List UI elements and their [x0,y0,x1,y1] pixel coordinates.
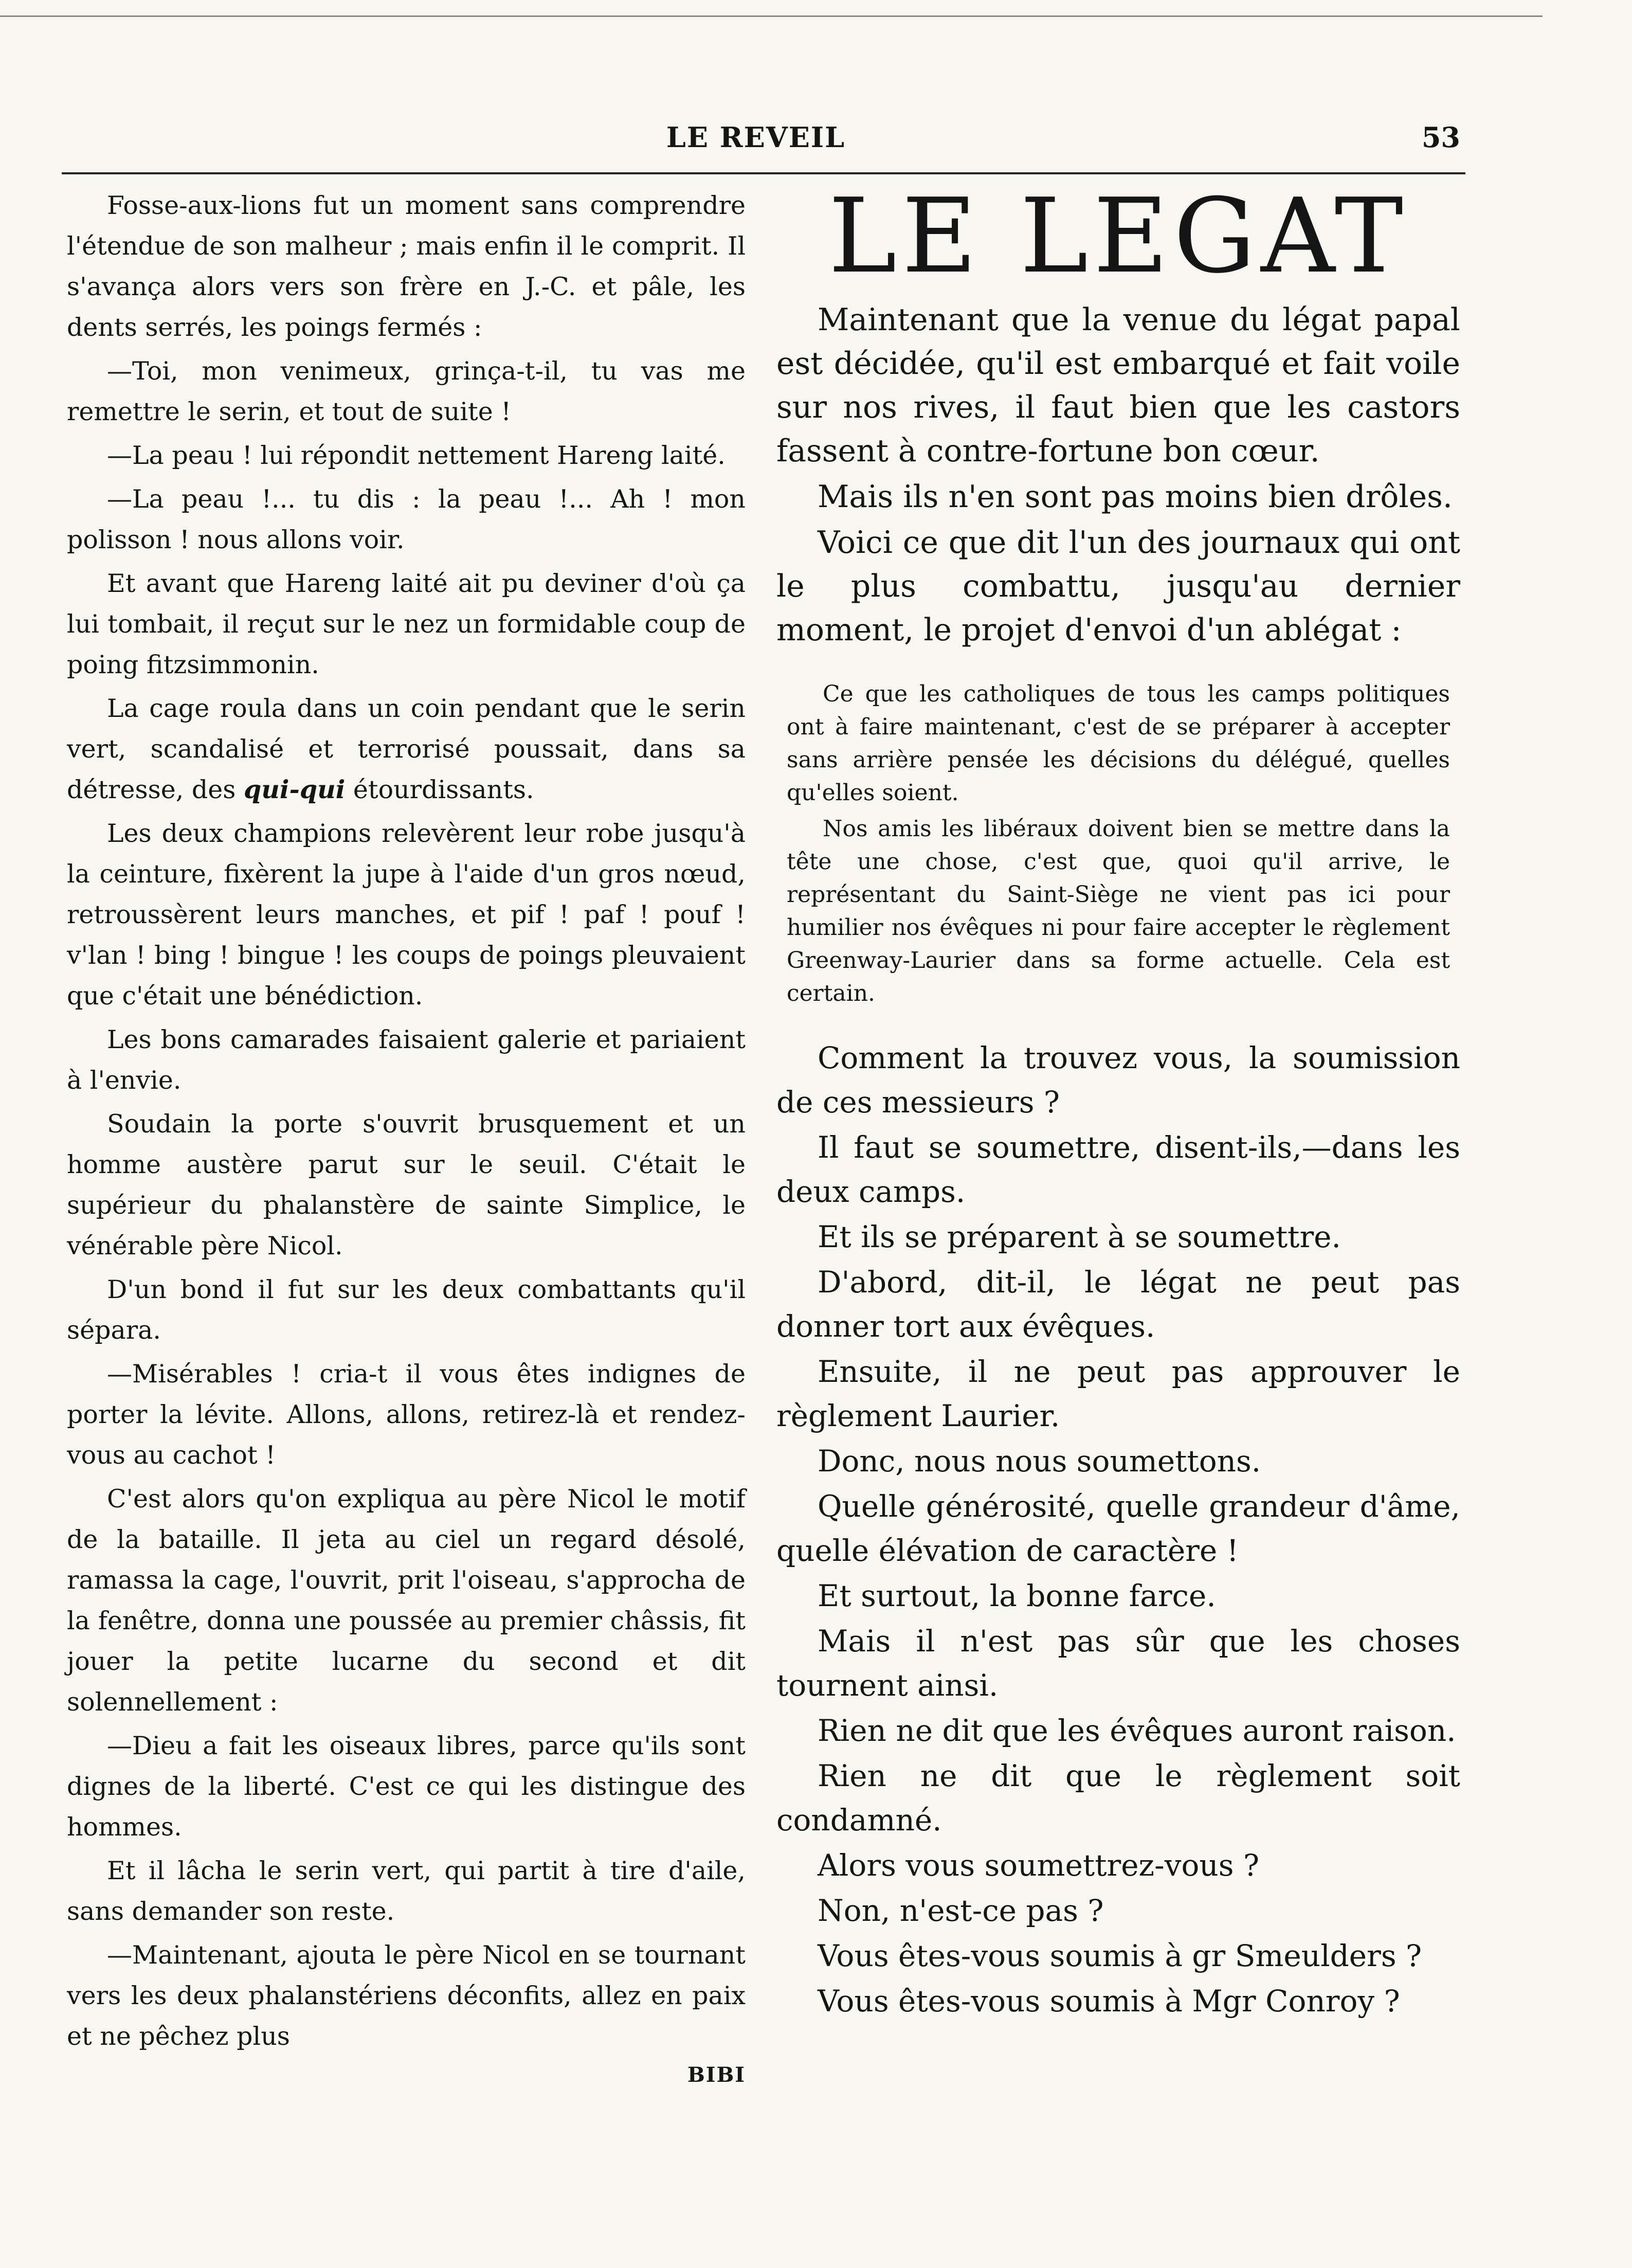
left-paragraph: Fosse-aux-lions fut un moment sans comprendre l'étendue de son malheur ; mais enfin il le comprit. Il s'avança alors vers son frère en J.-C. et pâle, les dents serrés, les poings fermés : [67,191,746,342]
quoted-excerpt [787,678,1450,1010]
italic-phrase: qui-qui [244,775,346,804]
article-headline: LE LEGAT [828,176,1408,296]
newspaper-title: LE REVEIL [666,121,846,154]
body-paragraph: Ensuite, il ne peut pas approuver le règlement Laurier. [776,1354,1460,1433]
intro-paragraph: Mais ils n'en sont pas moins bien drôles. [818,479,1453,515]
body-paragraph: Comment la trouvez vous, la soumission de ces messieurs ? [776,1040,1460,1120]
body-paragraph: Alors vous soumettrez-vous ? [818,1848,1260,1883]
left-paragraph: Soudain la porte s'ouvrit brusquement et un homme austère parut sur le seuil. C'était le supérieur du phalanstère de sainte Simplice, le vénérable père Nicol. [67,1109,746,1261]
header-rule [62,172,1465,174]
quote-paragraph: Ce que les catholiques de tous les camps politiques ont à faire maintenant, c'est de se préparer à accepter sans arrière pensée les décisions du délégué, quelles qu'elles soient. [787,681,1450,806]
left-paragraph-with-italic [67,688,746,810]
left-paragraph-tail: étourdissants. [345,775,534,804]
author-signature: BIBI [687,2063,746,2087]
left-paragraph: —Toi, mon venimeux, grinça-t-il, tu vas me remettre le serin, et tout de suite ! [67,356,746,426]
page-number: 53 [1421,121,1460,154]
body-paragraph: D'abord, dit-il, le légat ne peut pas donner tort aux évêques. [776,1265,1460,1344]
left-paragraph: —Dieu a fait les oiseaux libres, parce qu'ils sont dignes de la liberté. C'est ce qui les distingue des hommes. [67,1731,746,1842]
body-paragraph: Donc, nous nous soumettons. [818,1444,1261,1479]
left-paragraph: —Misérables ! cria-t il vous êtes indignes de porter la lévite. Allons, allons, retirez-là et rendez-vous au cachot ! [67,1359,746,1470]
left-paragraph: —Maintenant, ajouta le père Nicol en se tournant vers les deux phalanstériens déconfits, allez en paix et ne pêchez plus [67,1940,746,2051]
left-paragraph: Les bons camarades faisaient galerie et pariaient à l'envie. [67,1025,746,1095]
body-paragraph: Rien ne dit que les évêques auront raison. [818,1713,1456,1748]
intro-paragraph: Maintenant que la venue du légat papal est décidée, qu'il est embarqué et fait voile sur nos rives, il faut bien que les castors fassent à contre-fortune bon cœur. [776,302,1460,469]
top-edge-rule [0,15,1543,17]
body-paragraph: Quelle générosité, quelle grandeur d'âme, quelle élévation de caractère ! [776,1489,1460,1568]
intro-paragraph: Voici ce que dit l'un des journaux qui ont le plus combattu, jusqu'au dernier moment, le projet d'envoi d'un ablégat : [776,525,1460,648]
body-paragraph: Vous êtes-vous soumis à Mgr Conroy ? [818,1984,1400,2019]
body-paragraph: Vous êtes-vous soumis à gr Smeulders ? [818,1938,1422,1973]
article-intro [776,298,1460,652]
left-paragraph: Et il lâcha le serin vert, qui partit à tire d'aile, sans demander son reste. [67,1856,746,1926]
left-paragraph: Et avant que Hareng laité ait pu deviner d'où ça lui tombait, il reçut sur le nez un formidable coup de poing fitzsimmonin. [67,569,746,679]
body-paragraph: Mais il n'est pas sûr que les choses tournent ainsi. [776,1624,1460,1703]
page-header [51,121,1460,157]
left-paragraph: C'est alors qu'on expliqua au père Nicol le motif de la bataille. Il jeta au ciel un regard désolé, ramassa la cage, l'ouvrit, prit l'oiseau, s'approcha de la fenêtre, donna une poussée au premier châssis, fit jouer la petite lucarne du second et dit solennellement : [67,1484,746,1717]
article-body [776,1036,1460,2023]
body-paragraph: Non, n'est-ce pas ? [818,1893,1104,1928]
left-paragraph: —La peau ! lui répondit nettement Hareng laité. [107,441,726,470]
right-column [776,176,1460,2024]
body-paragraph: Et surtout, la bonne farce. [818,1578,1216,1613]
left-paragraph: D'un bond il fut sur les deux combattants qu'il sépara. [67,1275,746,1345]
left-column [67,185,746,2098]
body-paragraph: Et ils se préparent à se soumettre. [818,1219,1341,1254]
body-paragraph: Il faut se soumettre, disent-ils,—dans les deux camps. [776,1130,1460,1209]
left-paragraph: Les deux champions relevèrent leur robe jusqu'à la ceinture, fixèrent la jupe à l'aide d'un gros nœud, retroussèrent leurs manches, et pif ! paf ! pouf ! v'lan ! bing ! bingue ! les coups de poings pleuvaient que c'était une bénédiction. [67,819,746,1011]
body-paragraph: Rien ne dit que le règlement soit condamné. [776,1758,1460,1838]
quote-paragraph: Nos amis les libéraux doivent bien se mettre dans la tête une chose, c'est que, quoi qu'il arrive, le représentant du Saint-Siège ne vient pas ici pour humilier nos évêques ni pour faire accepter le règlement Greenway-Laurier dans sa forme actuelle. Cela est certain. [787,816,1450,1006]
left-paragraph: —La peau !... tu dis : la peau !... Ah ! mon polisson ! nous allons voir. [67,484,746,554]
left-paragraph-text: La cage roula dans un coin pendant que le serin vert, scandalisé et terrorisé poussait, dans sa détresse, des [67,694,746,804]
